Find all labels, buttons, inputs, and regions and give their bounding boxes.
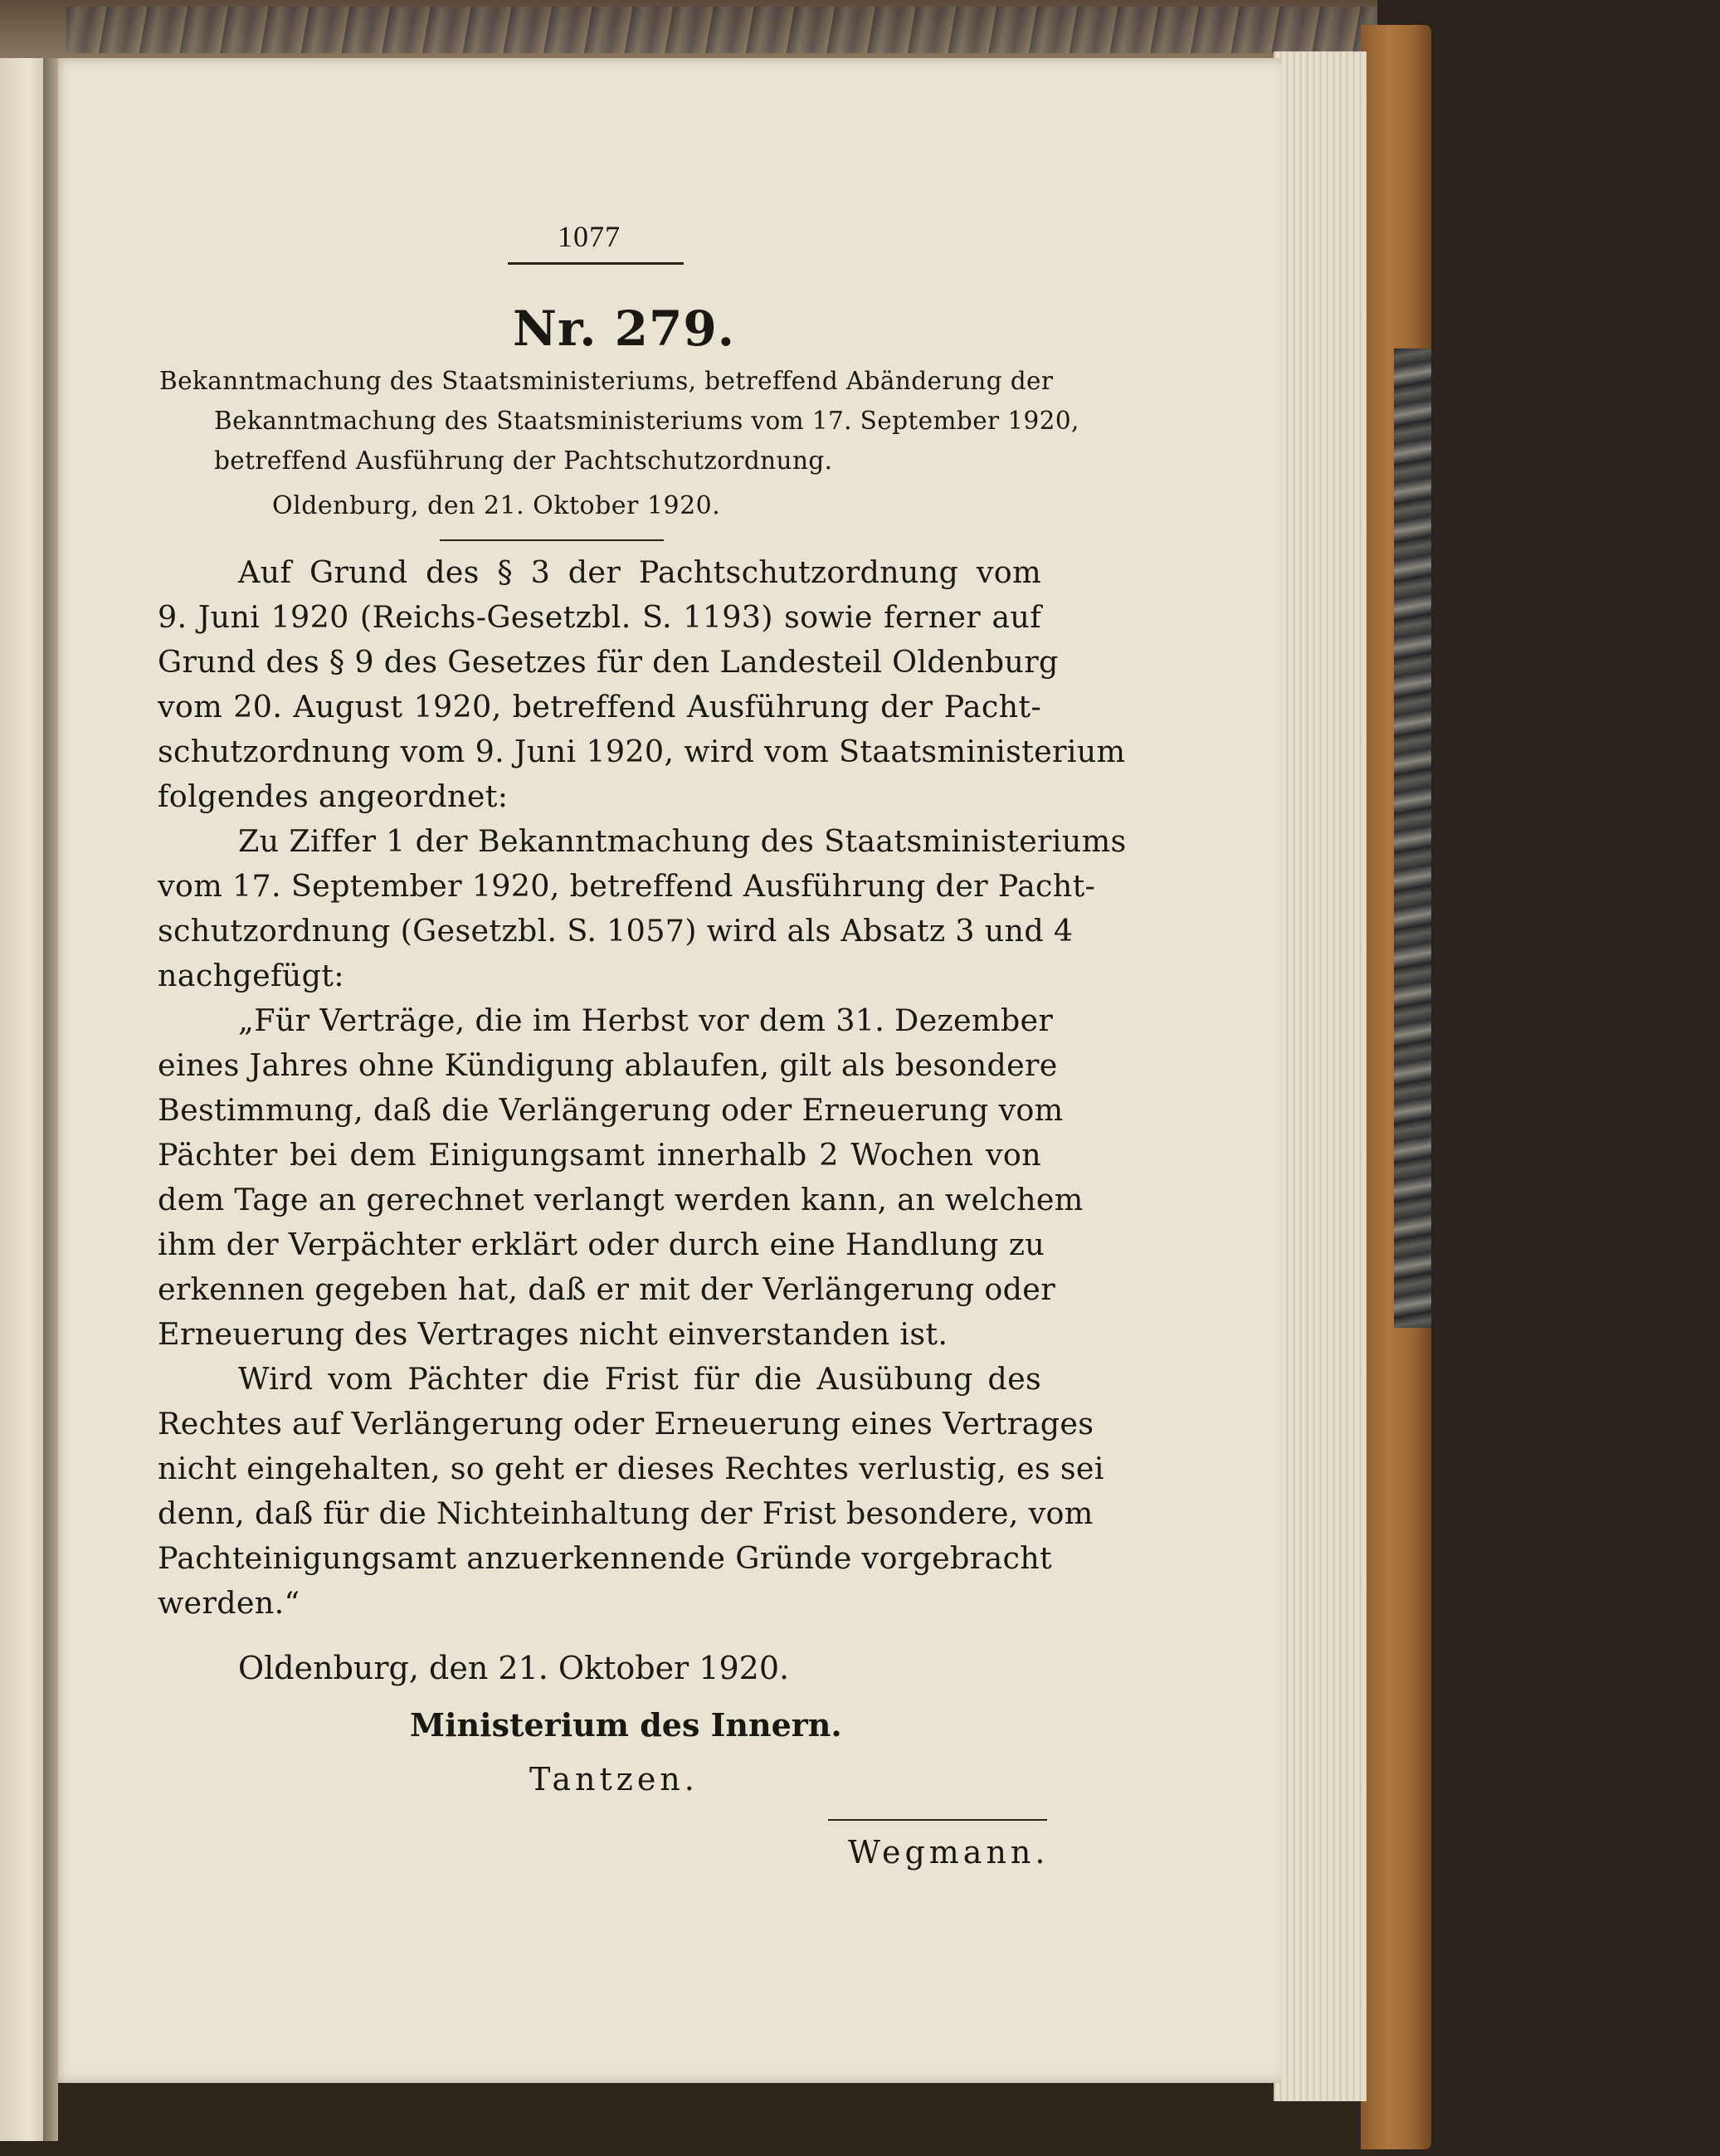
- body-text-line: Grund des § 9 des Gesetzes für den Landesteil Oldenburg: [158, 644, 1059, 680]
- body-text-line: Rechtes auf Verlängerung oder Erneuerung eines Vertrages: [158, 1406, 1094, 1441]
- section-divider-rule: [440, 539, 664, 541]
- body-text-line: 9. Juni 1920 (Reichs-Gesetzbl. S. 1193) sowie ferner auf: [158, 599, 1041, 635]
- place-date-heading: Oldenburg, den 21. Oktober 1920.: [272, 491, 721, 520]
- marbled-edge-top: [66, 7, 1394, 53]
- body-text-line: vom 17. September 1920, betreffend Ausführung der Pacht-: [158, 868, 1096, 904]
- body-text-line: erkennen gegeben hat, daß er mit der Verlängerung oder: [158, 1271, 1055, 1307]
- body-text-line: eines Jahres ohne Kündigung ablaufen, gilt als besondere: [158, 1047, 1058, 1083]
- body-text-line: folgendes angeordnet:: [158, 778, 509, 814]
- body-text-line: werden.“: [158, 1585, 300, 1621]
- body-text-line: Wird vom Pächter die Frist für die Ausübung des: [238, 1361, 1041, 1397]
- notice-number-heading: Nr. 279.: [513, 300, 735, 357]
- book-gutter: [43, 58, 58, 2141]
- body-text-line: Erneuerung des Vertrages nicht einverstanden ist.: [158, 1316, 948, 1352]
- signatory-ministry: Ministerium des Innern.: [410, 1706, 842, 1744]
- facing-page-edge: [0, 58, 50, 2141]
- place-date-closing: Oldenburg, den 21. Oktober 1920.: [238, 1650, 790, 1686]
- body-text-line: Bestimmung, daß die Verlängerung oder Erneuerung vom: [158, 1092, 1064, 1128]
- body-text-line: nachgefügt:: [158, 958, 344, 993]
- body-text-line: nicht eingehalten, so geht er dieses Rechtes verlustig, es sei: [158, 1451, 1104, 1486]
- body-text-line: denn, daß für die Nichteinhaltung der Frist besondere, vom: [158, 1495, 1094, 1531]
- signature-rule: [828, 1819, 1047, 1821]
- body-text-line: Pächter bei dem Einigungsamt innerhalb 2 Wochen von: [158, 1137, 1041, 1173]
- countersignatory-name: Wegmann.: [848, 1834, 1050, 1871]
- page-number: 1077: [558, 220, 621, 253]
- body-text-line: schutzordnung (Gesetzbl. S. 1057) wird als Absatz 3 und 4: [158, 913, 1074, 949]
- body-text-line: „Für Verträge, die im Herbst vor dem 31. Dezember: [238, 1002, 1054, 1038]
- marbled-cover-right: [1394, 349, 1431, 1328]
- signatory-name: Tantzen.: [529, 1761, 699, 1797]
- body-text-line: Zu Ziffer 1 der Bekanntmachung des Staatsministeriums: [238, 823, 1127, 859]
- body-text-line: vom 20. August 1920, betreffend Ausführung der Pacht-: [158, 689, 1041, 724]
- body-text-line: ihm der Verpächter erklärt oder durch eine Handlung zu: [158, 1227, 1045, 1262]
- body-text-line: Pachteinigungsamt anzuerkennende Gründe vorgebracht: [158, 1540, 1053, 1576]
- page-number-rule: [508, 262, 684, 265]
- body-text-line: Auf Grund des § 3 der Pachtschutzordnung vom: [238, 554, 1041, 590]
- body-text-line: dem Tage an gerechnet verlangt werden kann, an welchem: [158, 1182, 1084, 1217]
- body-text-line: schutzordnung vom 9. Juni 1920, wird vom Staatsministerium: [158, 734, 1126, 769]
- page-stack-edges: [1274, 51, 1367, 2101]
- notice-title-line: Bekanntmachung des Staatsministeriums, betreffend Abänderung der: [159, 367, 1054, 395]
- notice-title-line: betreffend Ausführung der Pachtschutzordnung.: [214, 446, 833, 475]
- notice-title-line: Bekanntmachung des Staatsministeriums vom 17. September 1920,: [214, 407, 1079, 435]
